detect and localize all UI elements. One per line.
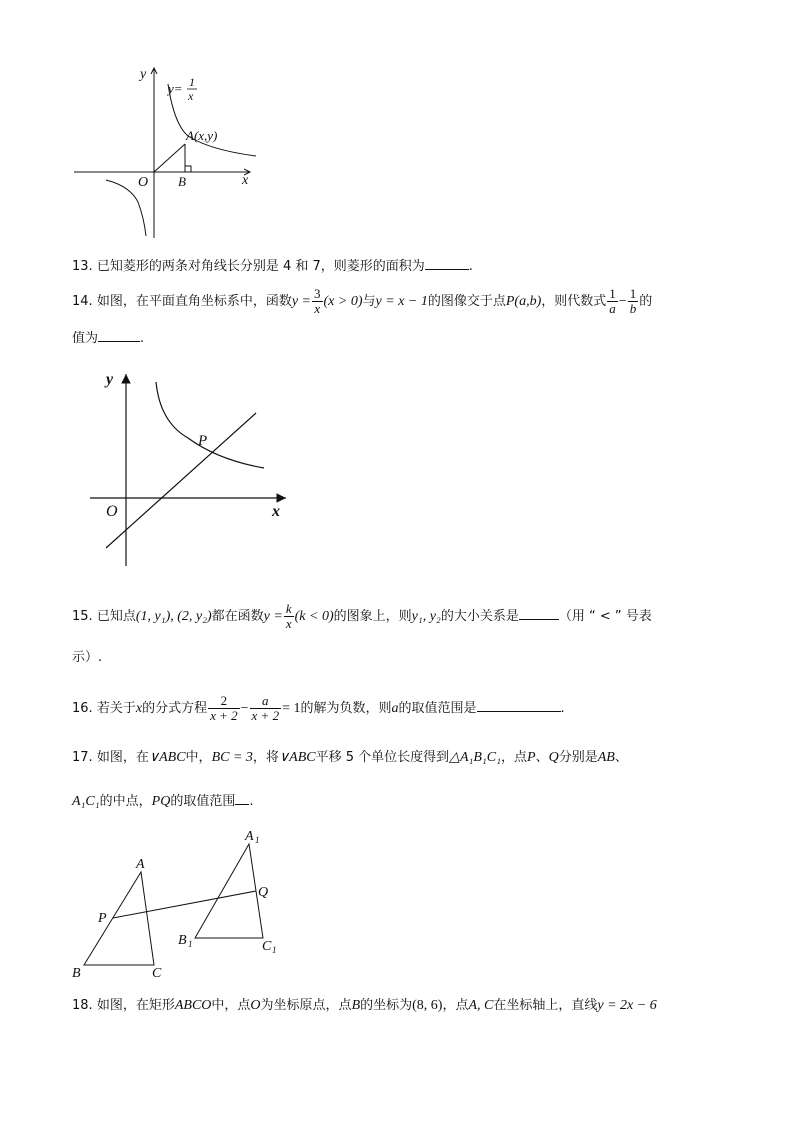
question-text: 的图像交于点: [427, 294, 506, 309]
label-b1: B: [178, 933, 187, 948]
domain-condition: (x > 0): [323, 294, 363, 309]
question-16: [72, 694, 565, 723]
question-15-line2: [72, 648, 102, 668]
y-axis-label: y: [106, 371, 114, 388]
question-text: 分别是: [558, 750, 598, 765]
label-a1-sub: 1: [255, 835, 260, 845]
triangle-abc: ∨ABC: [278, 750, 316, 765]
point-p-label: P: [198, 433, 208, 449]
right-angle-mark: [185, 166, 191, 172]
question-text: 中，: [185, 750, 212, 765]
label-b1-sub: 1: [188, 939, 193, 949]
question-text: ，将: [252, 750, 279, 765]
separator: 、: [614, 750, 628, 765]
point-p: P(a,b): [505, 294, 542, 309]
question-text: 如图，在: [96, 750, 149, 765]
question-text: 中，点: [211, 998, 251, 1013]
question-text: （用 “ < ” 号表: [558, 609, 652, 624]
points-a-c: A, C: [468, 998, 494, 1013]
figure-triangles: [70, 826, 290, 984]
triangle-abc-shape: [84, 872, 154, 965]
curve-label-den: x: [188, 89, 194, 103]
period: .: [249, 794, 254, 809]
k-condition: (k < 0): [294, 609, 334, 624]
figure-hyperbola-line: [88, 366, 298, 570]
label-b: B: [72, 966, 81, 981]
origin-label: O: [138, 175, 149, 190]
question-text: 的取值范围: [170, 794, 236, 809]
question-text: 与: [362, 294, 376, 309]
segment-pq-shape: [113, 891, 256, 918]
fraction-3-over-x: $\frac{3}{x}$: [314, 286, 321, 316]
question-text: 值为: [72, 331, 99, 346]
question-14-line2: [72, 327, 144, 349]
bc-length: BC = 3: [211, 750, 253, 765]
equals-one: = 1: [282, 701, 301, 716]
question-text: 已知点: [96, 609, 136, 624]
period: .: [140, 331, 145, 346]
minus-sign: −: [240, 701, 249, 716]
question-number: 15.: [72, 609, 93, 624]
triangle-a1b1c1: △A₁B₁C₁: [449, 750, 501, 765]
label-p: P: [98, 911, 107, 926]
question-14: [72, 287, 652, 316]
label-a1: A: [245, 829, 254, 844]
point-o: O: [250, 998, 261, 1013]
variable-x: x: [135, 701, 143, 716]
question-text: 的图象上，则: [333, 609, 412, 624]
curve-label-num: 1: [189, 75, 195, 89]
question-text: ，点: [500, 750, 527, 765]
fraction-2-over-x-plus-2: $\frac{2}{x + 2}$: [210, 693, 238, 723]
question-text: 的大小关系是: [440, 609, 519, 624]
point-a-label: A(x,y): [186, 128, 218, 143]
fraction-k-over-x: $\frac{k}{x}$: [285, 601, 292, 631]
coordinate-b: (8, 6): [412, 998, 443, 1013]
question-text: 的解为负数，则: [300, 701, 392, 716]
segment-ab: AB: [597, 750, 615, 765]
rectangle-abco: ABCO: [174, 998, 212, 1013]
question-15: [72, 602, 652, 631]
point-p: P: [527, 750, 536, 765]
x-axis-label: x: [272, 503, 280, 520]
question-text: 平移 5 个单位长度得到: [315, 750, 450, 765]
question-number: 13.: [72, 259, 93, 274]
question-text: 的取值范围是: [398, 701, 477, 716]
label-c1: C: [262, 939, 272, 954]
question-text: 的坐标为: [360, 998, 413, 1013]
label-c: C: [152, 966, 162, 981]
answer-blank[interactable]: [98, 327, 140, 342]
question-18: [72, 996, 657, 1016]
question-number: 18.: [72, 998, 93, 1013]
question-text: 如图，在矩形: [96, 998, 175, 1013]
question-text: 若关于: [96, 701, 136, 716]
question-17-line2: [72, 790, 253, 812]
question-text: 如图，在平面直角坐标系中，函数: [96, 294, 292, 309]
point-q: Q: [548, 750, 559, 765]
function-y: y =: [291, 294, 312, 309]
question-text: ，则代数式: [541, 294, 607, 309]
label-q: Q: [258, 885, 269, 900]
answer-blank[interactable]: [235, 790, 249, 805]
points: (1, y₁), (2, y₂): [135, 609, 212, 624]
y-axis-label: y: [140, 67, 147, 82]
variables: y₁, y₂: [411, 609, 441, 624]
line-equation: y = x − 1: [375, 294, 428, 309]
question-text: 已知菱形的两条对角线长分别是 4 和 7，则菱形的面积为: [96, 259, 425, 274]
triangle-a1b1c1-shape: [195, 844, 263, 938]
question-text: 的: [639, 294, 653, 309]
question-number: 17.: [72, 750, 93, 765]
question-text: 的中点，: [99, 794, 152, 809]
figure-reciprocal-graph: [70, 62, 260, 242]
line-equation: y = 2x − 6: [597, 998, 657, 1013]
question-13: [72, 255, 473, 277]
variable-a: a: [391, 701, 399, 716]
question-text: ，点: [442, 998, 469, 1013]
question-text: 都在函数: [211, 609, 264, 624]
question-text: 示）.: [72, 650, 103, 665]
question-number: 14.: [72, 294, 93, 309]
triangle-abc: ∨ABC: [148, 750, 186, 765]
point-b-label: B: [178, 174, 186, 189]
origin-label: O: [106, 503, 118, 520]
segment-oa: [154, 144, 185, 172]
question-text: 在坐标轴上，直线: [493, 998, 598, 1013]
period: .: [560, 701, 565, 716]
segment-pq: PQ: [151, 794, 171, 809]
question-number: 16.: [72, 701, 93, 716]
answer-blank[interactable]: [477, 697, 561, 712]
fraction-1-over-b: $\frac{1}{b}$: [629, 286, 637, 316]
answer-blank[interactable]: [425, 255, 469, 270]
x-axis-label: x: [242, 173, 249, 188]
period: .: [468, 259, 473, 274]
label-a: A: [136, 857, 145, 872]
function-y: y =: [263, 609, 283, 624]
answer-blank[interactable]: [519, 605, 559, 620]
fraction-a-over-x-plus-2: $\frac{a}{x + 2}$: [251, 693, 280, 723]
minus-sign: −: [618, 294, 627, 309]
question-17: [72, 748, 628, 768]
label-c1-sub: 1: [272, 945, 277, 955]
segment-a1c1: A₁C₁: [72, 794, 100, 809]
point-b: B: [351, 998, 361, 1013]
separator: 、: [535, 750, 549, 765]
fraction-1-over-a: $\frac{1}{a}$: [609, 286, 616, 316]
question-text: 为坐标原点，点: [260, 998, 352, 1013]
curve-label: y=: [168, 81, 183, 96]
question-text: 的分式方程: [142, 701, 208, 716]
